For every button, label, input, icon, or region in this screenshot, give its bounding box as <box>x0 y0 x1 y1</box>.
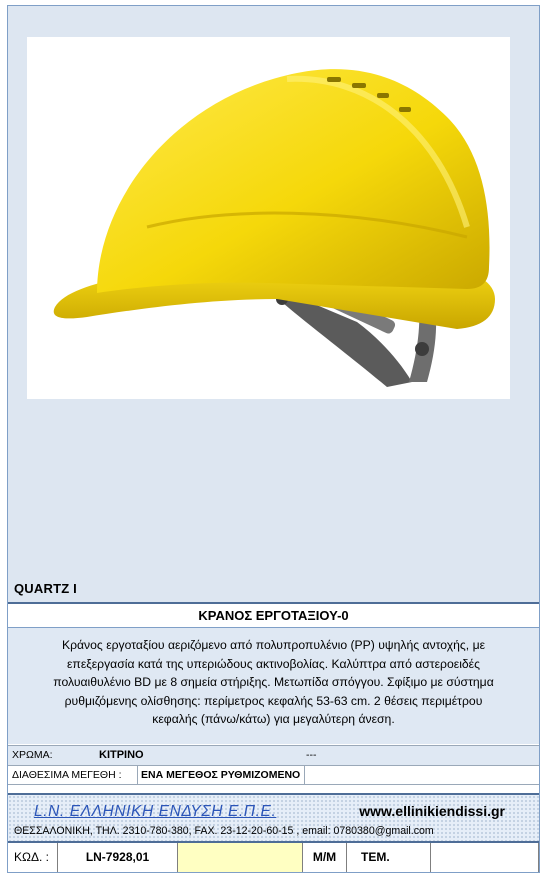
product-sheet <box>7 5 540 873</box>
sizes-value: ΕΝΑ ΜΕΓΕΘΟΣ ΡΥΘΜΙΖΟΜΕΝΟ <box>141 769 301 781</box>
image-panel <box>8 6 539 602</box>
order-row <box>8 841 539 872</box>
company-name: L.N. ΕΛΛΗΝΙΚΗ ΕΝΔΥΣΗ Ε.Π.Ε. <box>34 803 277 820</box>
company-contact: ΘΕΣΣΑΛΟΝΙΚΗ, ΤΗΛ. 2310-780-380, FAX. 23-12-20-60-15 , email: 0780380@gmail.com <box>14 825 434 837</box>
code-label: ΚΩΔ. : <box>8 843 58 872</box>
product-description <box>8 628 539 744</box>
description-line: ρυθμιζόμενης ολίσθησης: περίμετρος κεφαλής 53-63 cm. 2 θέσεις περιμέτρου <box>64 693 483 708</box>
unit-price-label: ΤΕΜ. <box>347 843 431 872</box>
product-title: ΚΡΑΝΟΣ ΕΡΓΟΤΑΞΙΟΥ-0 <box>8 602 539 628</box>
helmet-image <box>27 37 510 399</box>
sizes-row <box>8 765 539 785</box>
quantity-field[interactable] <box>178 843 303 872</box>
color-extra: --- <box>306 749 317 761</box>
color-label: ΧΡΩΜΑ: <box>12 749 53 761</box>
price-field[interactable] <box>431 843 539 872</box>
model-name: QUARTZ I <box>14 581 77 596</box>
description-line: επεξεργασία κατά της υπεριώδους ακτινοβολίας. Καλύπτρα από αστεροειδές <box>66 656 480 671</box>
unit-label: Μ/Μ <box>303 843 347 872</box>
description-line: πολυαιθυλένιο BD με 8 σημεία στήριξης. Μετωπίδα σπόγγου. Σφίξιμο με σύστημα <box>53 675 494 690</box>
color-row <box>8 745 539 765</box>
company-website[interactable]: www.ellinikiendissi.gr <box>359 803 505 819</box>
cell-divider <box>304 766 305 785</box>
description-line: κεφαλής (πάνω/κάτω) για μεγαλύτερη άνεση. <box>152 712 395 727</box>
product-code: LN-7928,01 <box>58 843 178 872</box>
product-photo <box>27 37 510 399</box>
color-value: ΚΙΤΡΙΝΟ <box>99 749 144 761</box>
cell-divider <box>137 766 138 785</box>
description-line: Κράνος εργοταξίου αεριζόμενο από πολυπροπυλένιο (PP) υψηλής αντοχής, με <box>61 638 486 652</box>
sizes-label: ΔΙΑΘΕΣΙΜΑ ΜΕΓΕΘΗ : <box>12 769 122 781</box>
company-block <box>8 793 539 841</box>
